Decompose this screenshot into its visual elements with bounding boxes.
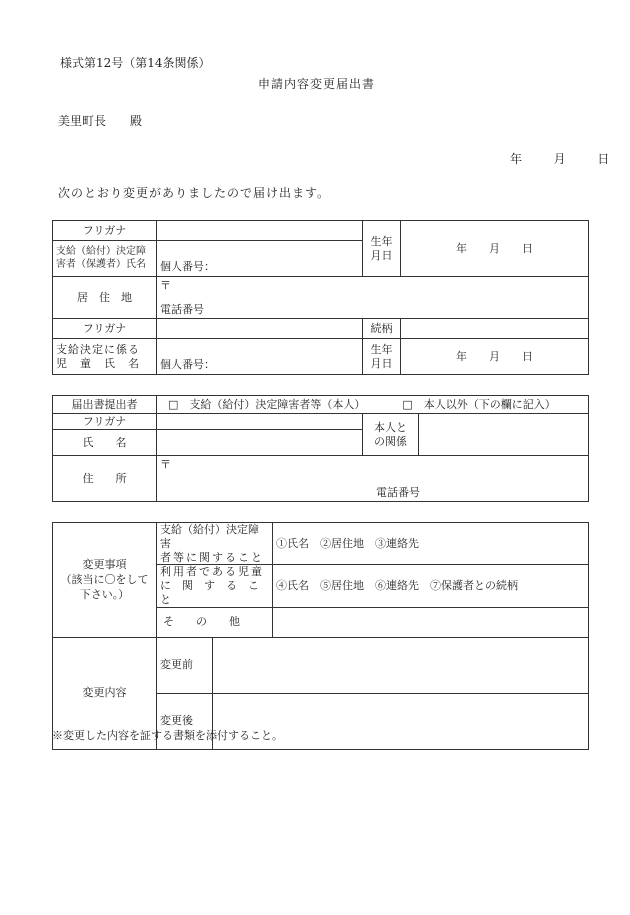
option-self-checkbox[interactable]: □ 支給（給付）決定障害者等（本人） — [168, 397, 366, 411]
relation-to-self-field[interactable] — [419, 414, 589, 456]
birth-date-field-2[interactable]: 年 月 日 — [401, 339, 589, 375]
submitter-name-field[interactable] — [157, 430, 363, 456]
date-month-label: 月 — [553, 152, 566, 166]
before-label: 変更前 — [157, 637, 213, 693]
form-title: 申請内容変更届出書 — [258, 77, 376, 91]
birth-label-2: 生年 月日 — [363, 339, 401, 375]
birth-label: 生年 月日 — [363, 221, 401, 277]
child-name-field[interactable] — [157, 339, 363, 375]
submission-date — [510, 150, 609, 167]
relation-to-self-label: 本人と の関係 — [363, 414, 419, 456]
address-field[interactable] — [157, 277, 589, 319]
intro-text: 次のとおり変更がありましたので届け出ます。 — [58, 186, 331, 200]
change-table — [52, 522, 589, 750]
change-content-label: 変更内容 — [53, 637, 157, 749]
furigana-label: フリガナ — [53, 221, 157, 241]
birth-date-field[interactable]: 年 月 日 — [401, 221, 589, 277]
attachment-note: ※変更した内容を証する書類を添付すること。 — [52, 729, 283, 742]
recipient-name-label: 支給（給付）決定障 害者（保護者）氏名 — [53, 241, 157, 277]
submitter-furigana-field[interactable] — [157, 414, 363, 430]
category-other-field[interactable] — [273, 607, 589, 637]
submitter-name-label: 氏 名 — [53, 430, 157, 456]
category-other-label: そ の 他 — [157, 607, 273, 637]
recipient-name-field[interactable] — [157, 241, 363, 277]
submitter-address-field[interactable] — [157, 456, 589, 502]
category-child-options[interactable]: ④氏名 ⑤居住地 ⑥連絡先 ⑦保護者との続柄 — [273, 565, 589, 607]
after-label: 変更後 — [157, 693, 213, 749]
category-applicant-label: 支給（給付）決定障害 者等に関すること — [157, 523, 273, 565]
change-items-label: 変更事項 （該当に〇をして 下さい。） — [53, 523, 157, 638]
personal-number-label-2: 個人番号： — [160, 358, 215, 372]
relation-label: 続柄 — [363, 319, 401, 339]
address-label: 居 住 地 — [53, 277, 157, 319]
option-other-checkbox[interactable]: □ 本人以外（下の欄に記入） — [402, 397, 556, 411]
personal-number-label: 個人番号： — [160, 260, 215, 274]
submitter-options — [157, 396, 589, 414]
date-year-label: 年 — [510, 152, 523, 166]
submitter-furigana-label: フリガナ — [53, 414, 157, 430]
postal-mark: 〒 — [160, 279, 171, 292]
submitter-phone-label: 電話番号 — [376, 485, 420, 499]
submitter-table — [52, 395, 589, 502]
furigana-field-2[interactable] — [157, 319, 363, 339]
date-day-label: 日 — [597, 152, 610, 166]
addressee: 美里町長 殿 — [58, 114, 143, 128]
applicant-table — [52, 220, 589, 375]
before-field[interactable] — [213, 637, 589, 693]
submitter-label: 届出書提出者 — [53, 396, 157, 414]
relation-field[interactable] — [401, 319, 589, 339]
furigana-field[interactable] — [157, 221, 363, 241]
submitter-address-label: 住 所 — [53, 456, 157, 502]
phone-label: 電話番号 — [160, 302, 204, 316]
form-number: 様式第12号（第14条関係） — [60, 56, 211, 70]
submitter-postal-mark: 〒 — [160, 458, 171, 471]
category-child-label: 利用者である児童 に 関 す る こ と — [157, 565, 273, 607]
furigana-label-2: フリガナ — [53, 319, 157, 339]
category-applicant-options[interactable]: ①氏名 ②居住地 ③連絡先 — [273, 523, 589, 565]
child-name-label: 支給決定に係る 児 童 氏 名 — [53, 339, 157, 375]
